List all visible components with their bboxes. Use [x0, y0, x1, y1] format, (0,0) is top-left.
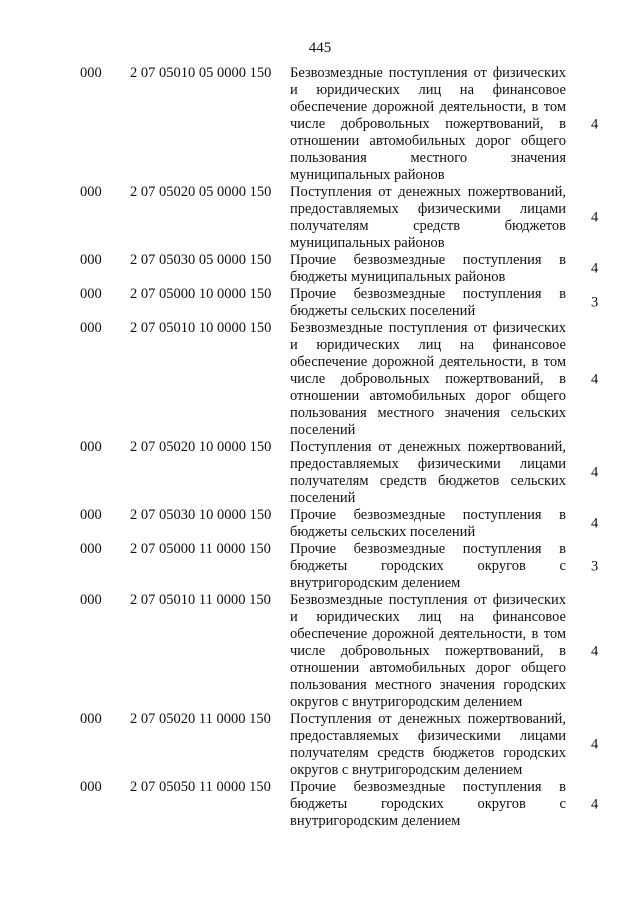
- budget-code-cell: 2 07 05050 11 0000 150: [130, 779, 271, 795]
- admin-code-cell: 000: [80, 779, 102, 795]
- budget-code-cell: 2 07 05020 11 0000 150: [130, 711, 271, 727]
- budget-code-cell: 2 07 05020 10 0000 150: [130, 439, 272, 455]
- description-cell: Поступления от денежных пожертвований, предоставляемых физическими лицами получателям средств бюджетов муниципальных районов: [290, 184, 566, 251]
- table-row: [0, 286, 640, 320]
- value-cell: 4: [591, 371, 599, 387]
- value-cell: 3: [591, 294, 599, 311]
- value-cell: 4: [591, 796, 599, 812]
- table-row: [0, 711, 640, 779]
- admin-code-cell: 000: [80, 320, 102, 336]
- description-cell: Прочие безвозмездные поступления в бюджеты сельских поселений: [290, 286, 566, 319]
- budget-code-cell: 2 07 05010 05 0000 150: [130, 65, 272, 81]
- value-cell: 4: [591, 643, 599, 659]
- table-row: [0, 65, 640, 184]
- admin-code-cell: 000: [80, 252, 102, 268]
- description-cell: Безвозмездные поступления от физических и юридических лиц на финансовое обеспечение дорожной деятельности, в том числе добровольных пожертвований, в отношении автомобильных дорог общего пользования местного значения сельских поселений: [290, 320, 566, 438]
- admin-code-cell: 000: [80, 592, 102, 608]
- admin-code-cell: 000: [80, 507, 102, 523]
- admin-code-cell: 000: [80, 286, 102, 302]
- description-cell: Безвозмездные поступления от физических и юридических лиц на финансовое обеспечение дорожной деятельности, в том числе добровольных пожертвований, в отношении автомобильных дорог общего пользования местного значения городских округов с внутригородским делением: [290, 592, 566, 710]
- budget-code-cell: 2 07 05010 10 0000 150: [130, 320, 272, 336]
- description-cell: Поступления от денежных пожертвований, предоставляемых физическими лицами получателям средств бюджетов городских округов с внутригородским делением: [290, 711, 566, 778]
- table-row: [0, 252, 640, 286]
- value-cell: 3: [591, 558, 599, 574]
- admin-code-cell: 000: [80, 65, 102, 81]
- table-row: [0, 507, 640, 541]
- description-cell: Прочие безвозмездные поступления в бюджеты городских округов с внутригородским делением: [290, 541, 566, 591]
- table-row: [0, 184, 640, 252]
- table-row: [0, 320, 640, 439]
- page-number: 445: [308, 40, 332, 56]
- budget-code-cell: 2 07 05020 05 0000 150: [130, 184, 272, 200]
- budget-code-cell: 2 07 05030 05 0000 150: [130, 252, 272, 268]
- value-cell: 4: [591, 464, 599, 481]
- table-row: [0, 439, 640, 507]
- value-cell: 4: [591, 260, 599, 277]
- admin-code-cell: 000: [80, 711, 102, 727]
- budget-code-cell: 2 07 05000 10 0000 150: [130, 286, 272, 302]
- description-cell: Прочие безвозмездные поступления в бюджеты городских округов с внутригородским делением: [290, 779, 566, 829]
- description-cell: Прочие безвозмездные поступления в бюджеты сельских поселений: [290, 507, 566, 540]
- description-cell: Прочие безвозмездные поступления в бюджеты муниципальных районов: [290, 252, 566, 285]
- budget-code-table: [0, 65, 640, 830]
- value-cell: 4: [591, 515, 599, 532]
- table-row: [0, 779, 640, 830]
- admin-code-cell: 000: [80, 439, 102, 455]
- admin-code-cell: 000: [80, 184, 102, 200]
- table-row: [0, 592, 640, 711]
- value-cell: 4: [591, 116, 599, 132]
- value-cell: 4: [591, 736, 599, 753]
- description-cell: Поступления от денежных пожертвований, предоставляемых физическими лицами получателям средств бюджетов сельских поселений: [290, 439, 566, 506]
- budget-code-cell: 2 07 05000 11 0000 150: [130, 541, 271, 557]
- table-row: [0, 541, 640, 592]
- description-cell: Безвозмездные поступления от физических и юридических лиц на финансовое обеспечение дорожной деятельности, в том числе добровольных пожертвований, в отношении автомобильных дорог общего пользования местного значения муниципальных районов: [290, 65, 566, 183]
- admin-code-cell: 000: [80, 541, 102, 557]
- budget-code-cell: 2 07 05010 11 0000 150: [130, 592, 271, 608]
- value-cell: 4: [591, 209, 599, 226]
- budget-code-cell: 2 07 05030 10 0000 150: [130, 507, 272, 523]
